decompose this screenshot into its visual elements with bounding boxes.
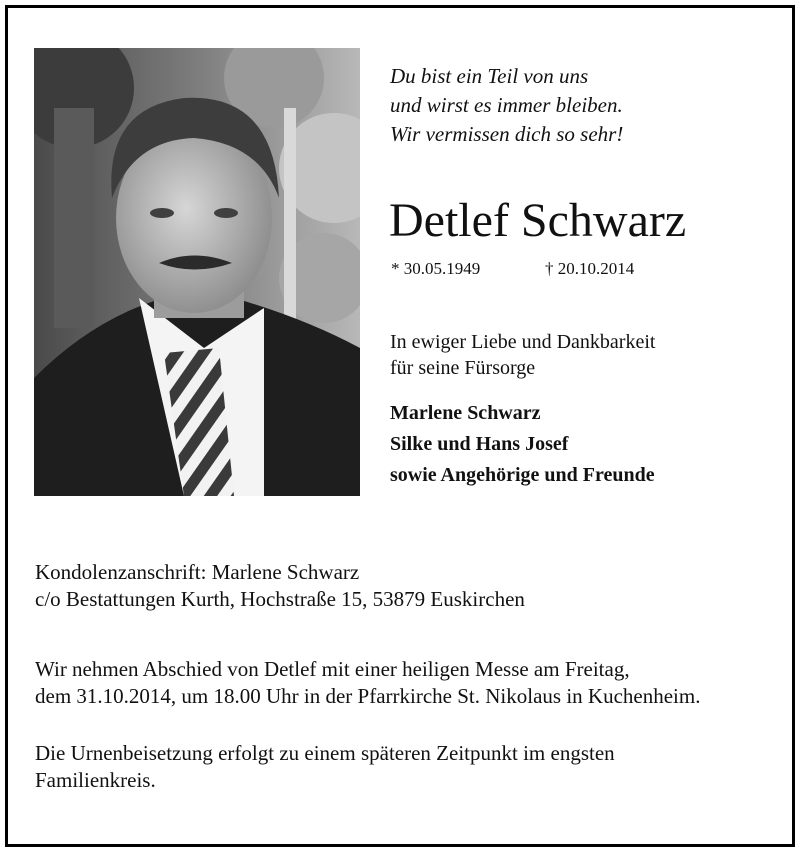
condolence-line: Kondolenzanschrift: Marlene Schwarz [35, 560, 360, 584]
mourner-name: Silke und Hans Josef [390, 433, 569, 455]
condolence-line: c/o Bestattungen Kurth, Hochstraße 15, 53879 Euskirchen [35, 587, 525, 611]
mourner-name: sowie Angehörige und Freunde [390, 464, 655, 486]
mass-announcement [35, 656, 700, 710]
memorial-quote [390, 62, 623, 149]
portrait-photo [34, 48, 360, 496]
mourner-name: Marlene Schwarz [390, 402, 541, 424]
urn-burial-note [35, 740, 615, 794]
condolence-address [35, 559, 525, 613]
death-date: † 20.10.2014 [545, 259, 635, 278]
urn-line: Die Urnenbeisetzung erfolgt zu einem späteren Zeitpunkt im engsten [35, 741, 615, 765]
mass-line: dem 31.10.2014, um 18.00 Uhr in der Pfarrkirche St. Nikolaus in Kuchenheim. [35, 684, 701, 708]
quote-line: Du bist ein Teil von uns [390, 64, 589, 88]
portrait-image [34, 48, 360, 496]
birth-date: * 30.05.1949 [391, 259, 481, 278]
dedication-line: In ewiger Liebe und Dankbarkeit [390, 331, 656, 353]
dedication-text [390, 329, 655, 381]
mass-line: Wir nehmen Abschied von Detlef mit einer heiligen Messe am Freitag, [35, 657, 630, 681]
dedication-line: für seine Fürsorge [390, 357, 536, 379]
quote-line: Wir vermissen dich so sehr! [390, 122, 624, 146]
deceased-name: Detlef Schwarz [389, 194, 687, 247]
quote-line: und wirst es immer bleiben. [390, 93, 623, 117]
urn-line: Familienkreis. [35, 768, 156, 792]
mourners-list [390, 398, 655, 491]
